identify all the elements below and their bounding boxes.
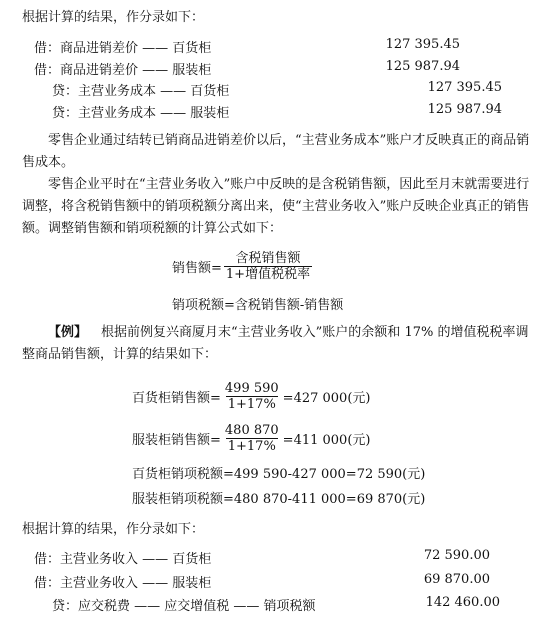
intro-text-1: 根据计算的结果，作分录如下： [22,10,205,25]
formula-numerator: 含税销售额 [235,251,301,266]
formula-tax: 销项税额=含税销售额-销售额 [172,298,344,313]
entry-debit-label: 借：主营业务收入 —— 百货柜 [34,552,212,567]
calc-numerator: 480 870 [224,423,279,438]
paragraph-cost: 零售企业通过结转已销商品进销差价以后，“主营业务成本”账户才反映真正的商品销售成本。 [22,133,530,170]
calc-bh-sales [132,382,370,411]
formula-sales [172,252,314,281]
example-tag: 【例】 [48,325,88,340]
calc-fz-sales [132,424,370,453]
entry-amount: 127 395.45 [427,80,502,95]
entry-debit-label: 借：商品进销差价 —— 百货柜 [34,41,212,56]
calc-lhs: 百货柜销售额= [132,391,221,406]
formula-denominator: 1+增值税税率 [225,267,311,282]
calc-rhs: =427 000(元) [282,391,371,406]
calc-numerator: 499 590 [224,381,279,396]
paragraph-adjust: 零售企业平时在“主营业务收入”账户中反映的是含税销售额，因此至月末就需要进行调整，将含税销售额中的销项税额分离出来，使“主营业务收入”账户反映企业真正的销售额。调整销售额和销项税额的计算公式如下： [22,177,530,236]
example-text: 根据前例复兴商厦月末“主营业务收入”账户的余额和 17% 的增值税税率调整商品销售额，计算的结果如下： [22,325,529,362]
entry-amount: 125 987.94 [385,59,460,74]
calc-rhs: =411 000(元) [282,433,371,448]
entry-credit-label: 贷：主营业务成本 —— 百货柜 [52,84,230,99]
entry-credit-label: 贷：主营业务成本 —— 服装柜 [52,106,230,121]
entry-amount: 127 395.45 [385,37,460,52]
entry-amount: 72 590.00 [423,548,490,563]
calc-fz-tax: 服装柜销项税额=480 870-411 000=69 870(元) [132,492,426,507]
calc-fraction [223,382,281,411]
calc-bh-tax: 百货柜销项税额=499 590-427 000=72 590(元) [132,467,426,482]
entry-amount: 142 460.00 [425,595,500,610]
formula-lhs: 销售额= [172,261,222,276]
calc-lhs: 服装柜销售额= [132,433,221,448]
entry-debit-label: 借：主营业务收入 —— 服装柜 [34,576,212,591]
entry-debit-label: 借：商品进销差价 —— 服装柜 [34,63,212,78]
calc-fraction [223,424,281,453]
calc-denominator: 1+17% [227,439,276,454]
entry-amount: 125 987.94 [427,102,502,117]
calc-denominator: 1+17% [227,397,276,412]
formula-fraction [224,252,312,281]
intro-text-2: 根据计算的结果，作分录如下： [22,522,205,537]
example-block [22,322,537,366]
entry-amount: 69 870.00 [423,572,490,587]
entry-credit-label: 贷：应交税费 —— 应交增值税 —— 销项税额 [52,599,316,614]
